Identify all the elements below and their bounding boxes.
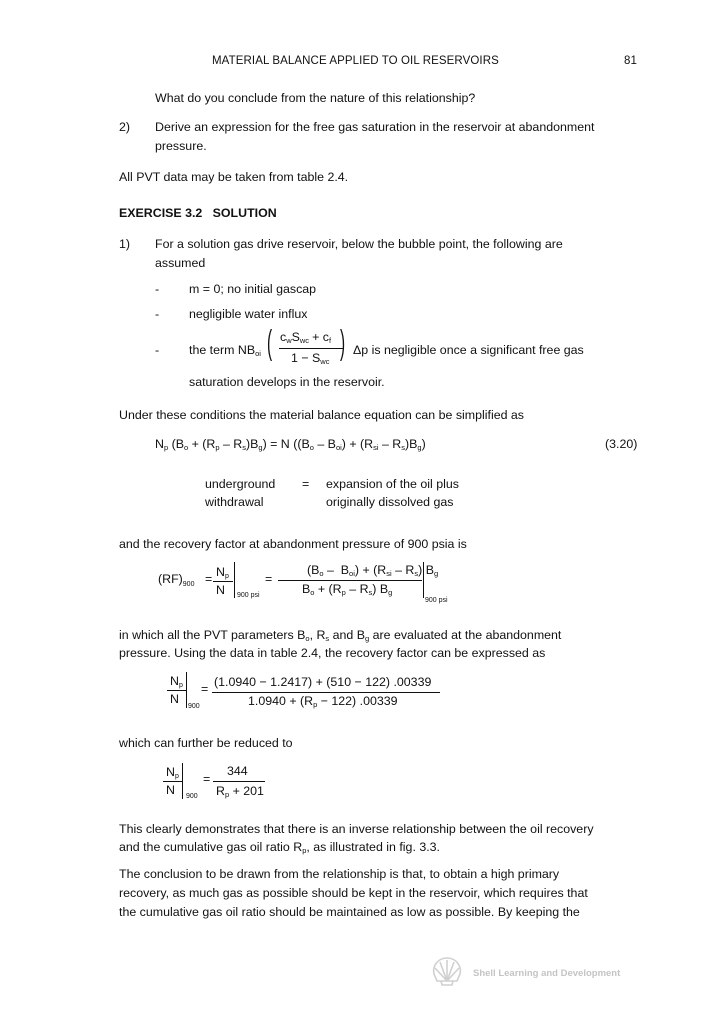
conclusion-p1-line2	[119, 840, 440, 855]
rf-sub-900: 900	[182, 581, 195, 588]
bullet-3-prefix-text: the term NB	[189, 343, 256, 357]
right-paren: )	[340, 324, 346, 362]
red-eq-np-n: N	[166, 765, 175, 779]
eq320-part: N	[155, 437, 164, 451]
rf-equals-1: =	[205, 572, 213, 586]
equation-3-20	[155, 437, 426, 452]
num-eq-fraction-bar	[212, 692, 440, 693]
eq320-part: ) = N ((B	[262, 437, 310, 451]
explain-expansion: expansion of the oil plus	[326, 477, 459, 491]
bullet-2-text: negligible water influx	[189, 307, 308, 321]
eq320-part: (B	[168, 437, 184, 451]
bullet-3-fraction-bar	[279, 348, 343, 349]
eq320-part: ) + (R	[341, 437, 374, 451]
red-eq-denominator	[216, 784, 264, 799]
rf-den-part: B	[302, 582, 311, 596]
red-eq-n: N	[166, 783, 175, 797]
item-2-text-line2: pressure.	[155, 139, 207, 153]
rf-np-frac-bar	[213, 581, 233, 582]
red-eq-den-sub: p	[224, 790, 230, 799]
pvt-note: All PVT data may be taken from table 2.4.	[119, 170, 349, 184]
num-eq-den-a: 1.0940 + (R	[248, 694, 314, 708]
frac-den-text: 1 − S	[291, 351, 321, 365]
rf-eval-bar-2	[423, 562, 424, 598]
eq320-sub: oi	[335, 443, 342, 452]
eq320-sub: p	[163, 443, 169, 452]
frac-num-s: S	[291, 330, 300, 344]
pvt-part: are evaluated at the abandonment	[369, 628, 562, 642]
rf-numerator	[307, 563, 438, 578]
conclusion-p1-part: and the cumulative gas oil ratio R	[119, 840, 303, 854]
conclusion-p1-line1: This clearly demonstrates that there is an inverse relationship between the oil recovery	[119, 822, 594, 836]
exercise-solution-heading: EXERCISE 3.2 SOLUTION	[119, 206, 277, 220]
rf-num-part: ) + (R	[354, 563, 387, 577]
left-paren: (	[267, 324, 273, 362]
red-eq-np-frac-bar	[163, 781, 182, 782]
rf-den-sub: s	[368, 588, 373, 597]
rf-np-sub: p	[224, 573, 229, 580]
page-number: 81	[624, 55, 637, 67]
num-eq-den-b: − 122) .00339	[317, 694, 398, 708]
pvt-sub: s	[325, 634, 330, 643]
num-eq-den-sub: p	[313, 700, 318, 709]
red-eq-numerator: 344	[227, 764, 248, 778]
rf-np-n: N	[216, 565, 225, 579]
red-eq-np-sub: p	[174, 773, 179, 780]
eq320-part: + (R	[188, 437, 216, 451]
explain-equals: =	[302, 477, 310, 491]
pvt-part: , R	[309, 628, 326, 642]
red-eq-eval-bar	[182, 763, 183, 799]
pvt-part: and B	[329, 628, 365, 642]
num-eq-eval-900: 900	[188, 703, 200, 710]
bullet-3-suffix: Δp is negligible once a significant free gas	[353, 343, 584, 357]
rf-den-part: + (R	[314, 582, 342, 596]
frac-num-sub-wc: wc	[299, 336, 310, 345]
num-eq-eval-bar	[186, 672, 187, 708]
red-eq-np	[166, 765, 179, 780]
conclusion-p2-line3: the cumulative gas oil ratio should be maintained as low as possible. By keeping the	[119, 905, 580, 919]
pvt-sub: o	[305, 634, 310, 643]
item-number-1: 1)	[119, 237, 131, 251]
rf-num-part: ) B	[418, 563, 434, 577]
rf-lhs	[158, 572, 194, 588]
rf-den-sub: o	[310, 588, 315, 597]
frac-num-sub-f: f	[328, 336, 332, 345]
rf-label: (RF)	[158, 572, 183, 586]
conclusion-p2-line1: The conclusion to be drawn from the relationship is that, to obtain a high primary	[119, 867, 560, 881]
rf-fraction-bar	[278, 580, 422, 581]
eq320-sub: si	[373, 443, 379, 452]
running-header-title: MATERIAL BALANCE APPLIED TO OIL RESERVOIRS	[212, 55, 499, 67]
footer-brand: Shell Learning and Development	[473, 968, 621, 979]
rf-den-part: ) B	[372, 582, 389, 596]
num-eq-denominator	[248, 694, 398, 709]
red-eq-eval-900: 900	[186, 793, 198, 800]
explain-withdrawal: withdrawal	[205, 495, 264, 509]
eq320-part: – R	[378, 437, 402, 451]
rf-num-sub: s	[414, 569, 419, 578]
eq320-sub: o	[183, 443, 189, 452]
rf-num-part: – R	[391, 563, 415, 577]
num-eq-numerator: (1.0940 − 1.2417) + (510 − 122) .00339	[214, 675, 432, 689]
eq320-sub: o	[309, 443, 314, 452]
rf-equals-2: =	[265, 572, 273, 586]
eq320-part: – R	[219, 437, 243, 451]
bullet-3-prefix-sub: oi	[255, 349, 261, 358]
rf-np	[216, 565, 229, 580]
eq320-part: – B	[313, 437, 336, 451]
bullet-dash-3: -	[155, 343, 160, 357]
rf-den-sub: g	[388, 588, 393, 597]
num-eq-np-frac-bar	[167, 690, 186, 691]
eq320-part: )B	[246, 437, 259, 451]
rf-n: N	[216, 583, 225, 597]
bullet-3-frac-denominator	[291, 351, 329, 366]
num-eq-equals: =	[201, 682, 209, 696]
bullet-3-line2: saturation develops in the reservoir.	[189, 375, 385, 389]
bullet-dash-1: -	[155, 282, 160, 296]
bullet-1-text: m = 0; no initial gascap	[189, 282, 317, 296]
eq320-part: )	[421, 437, 426, 451]
frac-den-sub: wc	[320, 357, 330, 366]
num-eq-n: N	[170, 692, 179, 706]
red-eq-fraction-bar	[213, 781, 265, 782]
bullet-3-frac-numerator	[280, 330, 331, 345]
frac-num-sub-w: w	[286, 336, 292, 345]
shell-logo-icon	[430, 955, 464, 987]
conclusion-p1-sub: p	[302, 846, 307, 855]
question-line: What do you conclude from the nature of this relationship?	[155, 91, 476, 105]
reduce-text: which can further be reduced to	[119, 736, 293, 750]
pvt-paragraph-line1	[119, 628, 561, 643]
num-eq-np-n: N	[170, 674, 179, 688]
rf-eval-900psi-1: 900 psi	[237, 592, 260, 599]
item-number-2: 2)	[119, 120, 131, 134]
rf-num-sub: si	[386, 569, 392, 578]
rf-num-sub: oi	[349, 569, 355, 578]
equation-number: (3.20)	[605, 437, 638, 451]
pvt-paragraph-line2: pressure. Using the data in table 2.4, the recovery factor can be expressed as	[119, 646, 546, 660]
rf-num-part: – B	[323, 563, 350, 577]
eq320-sub: p	[215, 443, 220, 452]
rf-num-sub: g	[433, 569, 439, 578]
rf-eval-bar-1	[234, 562, 235, 598]
eq320-sub: g	[258, 443, 263, 452]
bullet-3-prefix	[189, 343, 261, 358]
pvt-part: in which all the PVT parameters B	[119, 628, 306, 642]
conclusion-p1-part: , as illustrated in fig. 3.3.	[306, 840, 441, 854]
eq320-sub: s	[242, 443, 246, 452]
frac-num-c: c	[280, 330, 287, 344]
eq320-sub: s	[401, 443, 406, 452]
red-eq-den-b: + 201	[229, 784, 264, 798]
equation-intro: Under these conditions the material balance equation can be simplified as	[119, 408, 525, 422]
rf-den-part: – R	[345, 582, 369, 596]
explain-underground: underground	[205, 477, 276, 491]
pvt-sub: g	[365, 634, 370, 643]
eq320-part: )B	[405, 437, 418, 451]
num-eq-np-sub: p	[178, 682, 183, 689]
rf-eval-900psi-2: 900 psi	[425, 597, 448, 604]
item-1-text-line1: For a solution gas drive reservoir, below the bubble point, the following are	[155, 237, 563, 251]
num-eq-np	[170, 674, 183, 689]
bullet-dash-2: -	[155, 307, 160, 321]
item-1-text-line2: assumed	[155, 256, 206, 270]
red-eq-equals: =	[203, 772, 211, 786]
eq320-sub: g	[417, 443, 422, 452]
frac-num-plus-c: + c	[312, 330, 329, 344]
rf-den-sub: p	[341, 588, 346, 597]
explain-dissolved-gas: originally dissolved gas	[326, 495, 454, 509]
conclusion-p2-line2: recovery, as much gas as possible should be kept in the reservoir, which requires that	[119, 886, 588, 900]
recovery-factor-intro: and the recovery factor at abandonment pressure of 900 psia is	[119, 537, 467, 551]
item-2-text-line1: Derive an expression for the free gas saturation in the reservoir at abandonment	[155, 120, 595, 134]
rf-num-part: (B	[307, 563, 320, 577]
red-eq-den-a: R	[216, 784, 225, 798]
rf-denominator	[302, 582, 392, 597]
rf-num-sub: o	[319, 569, 324, 578]
